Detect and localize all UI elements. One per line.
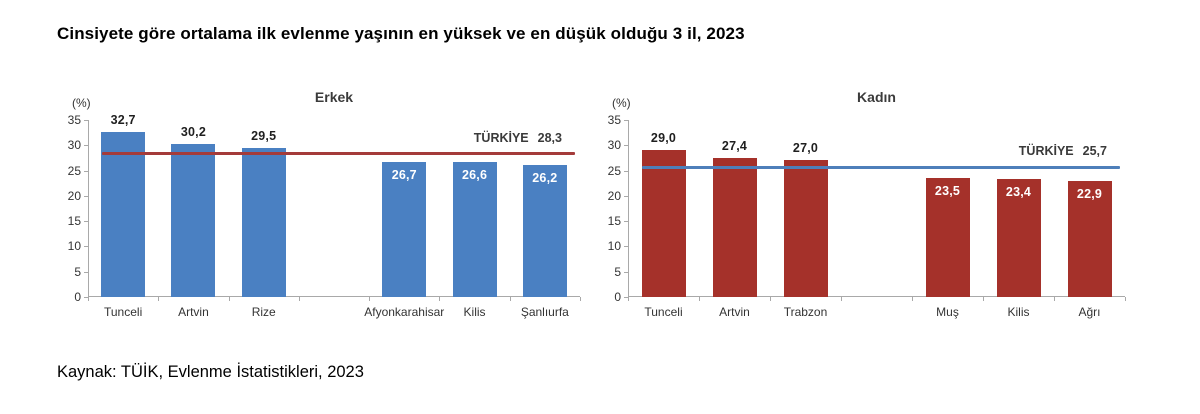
chart-title: Kadın (857, 89, 896, 105)
y-tick-mark (84, 221, 88, 222)
y-tick-label: 20 (607, 188, 621, 203)
x-tick-mark (699, 297, 700, 301)
y-tick-label: 30 (607, 138, 621, 153)
turkiye-ref-label-value: 25,7 (1082, 144, 1107, 159)
turkiye-ref-label-text: TÜRKİYE (1018, 144, 1074, 159)
x-tick-mark (229, 297, 230, 301)
bar-value-label: 29,0 (650, 131, 677, 146)
x-axis-label: Trabzon (783, 305, 828, 319)
y-tick-mark (84, 171, 88, 172)
y-tick-mark (624, 171, 628, 172)
x-tick-mark (158, 297, 159, 301)
x-tick-mark (770, 297, 771, 301)
bar-value-label: 29,5 (251, 128, 277, 143)
bar (784, 160, 828, 297)
bar (101, 132, 145, 297)
x-tick-mark (841, 297, 842, 301)
x-tick-mark (580, 297, 581, 301)
y-tick-label: 35 (607, 113, 621, 127)
x-axis-label: Rize (251, 305, 276, 319)
x-axis-label: Tunceli (644, 305, 683, 319)
y-tick-label: 15 (67, 214, 81, 229)
bar-value-label: 26,2 (532, 170, 558, 185)
y-tick-label: 20 (67, 188, 81, 203)
y-axis-unit-label: (%) (612, 96, 631, 110)
y-tick-mark (84, 196, 88, 197)
y-tick-label: 25 (67, 163, 81, 178)
y-tick-label: 10 (607, 239, 621, 254)
x-axis-label: Tunceli (104, 305, 143, 319)
y-tick-label: 5 (614, 264, 621, 279)
bar-value-label: 30,2 (180, 125, 206, 140)
x-axis-label: Afyonkarahisar (364, 305, 445, 319)
y-tick-mark (84, 272, 88, 273)
x-axis-label: Artvin (719, 305, 750, 319)
x-tick-mark (983, 297, 984, 301)
y-tick-mark (624, 196, 628, 197)
turkiye-ref-label (88, 128, 562, 146)
x-axis-label: Muş (936, 305, 959, 319)
x-tick-mark (88, 297, 89, 301)
bar (642, 150, 686, 297)
x-axis-label: Şanlıurfa (520, 305, 569, 319)
chart-title: Erkek (314, 89, 354, 105)
bar (171, 144, 215, 297)
x-axis-label: Kilis (1007, 305, 1030, 319)
bar-value-label: 23,4 (1005, 184, 1032, 199)
bar (713, 158, 757, 297)
bar (242, 148, 286, 297)
y-tick-label: 10 (67, 239, 81, 254)
y-tick-mark (624, 246, 628, 247)
y-tick-mark (84, 120, 88, 121)
y-tick-label: 0 (74, 290, 81, 304)
x-tick-mark (912, 297, 913, 301)
y-tick-label: 15 (607, 214, 621, 229)
turkiye-ref-line (102, 152, 575, 155)
x-tick-mark (439, 297, 440, 301)
x-axis-label: Artvin (178, 305, 209, 319)
bar-value-label: 26,7 (391, 167, 417, 182)
y-tick-label: 0 (614, 290, 621, 304)
y-tick-label: 5 (74, 264, 81, 279)
y-tick-mark (84, 246, 88, 247)
bar-value-label: 23,5 (934, 184, 961, 199)
bar (453, 162, 497, 297)
x-tick-mark (1125, 297, 1126, 301)
bar-value-label: 32,7 (110, 112, 136, 127)
turkiye-ref-label-text: TÜRKİYE (473, 130, 529, 145)
x-axis-label: Ağrı (1078, 305, 1101, 319)
x-tick-mark (1054, 297, 1055, 301)
bar-value-label: 27,4 (721, 139, 748, 154)
x-tick-mark (510, 297, 511, 301)
page-title: Cinsiyete göre ortalama ilk evlenme yaşının en yüksek ve en düşük olduğu 3 il, 2023 (57, 24, 745, 43)
y-tick-mark (624, 272, 628, 273)
source-note: Kaynak: TÜİK, Evlenme İstatistikleri, 2023 (57, 363, 364, 381)
bar-value-label: 22,9 (1076, 187, 1103, 202)
y-axis-unit-label: (%) (72, 96, 91, 110)
x-tick-mark (369, 297, 370, 301)
x-axis-label: Kilis (463, 305, 486, 319)
turkiye-ref-label (628, 144, 1107, 159)
bar-value-label: 27,0 (792, 141, 819, 156)
y-tick-mark (624, 221, 628, 222)
x-tick-mark (299, 297, 300, 301)
chart-male (60, 85, 590, 340)
y-tick-label: 35 (67, 113, 81, 127)
y-tick-mark (624, 120, 628, 121)
turkiye-ref-label-value: 28,3 (537, 130, 562, 145)
y-tick-label: 25 (607, 163, 621, 178)
x-tick-mark (628, 297, 629, 301)
turkiye-ref-line (642, 166, 1120, 169)
plot-area (88, 120, 580, 297)
bar (382, 162, 426, 297)
y-tick-label: 30 (67, 138, 81, 153)
bar-value-label: 26,6 (461, 168, 488, 183)
chart-female (600, 85, 1135, 340)
